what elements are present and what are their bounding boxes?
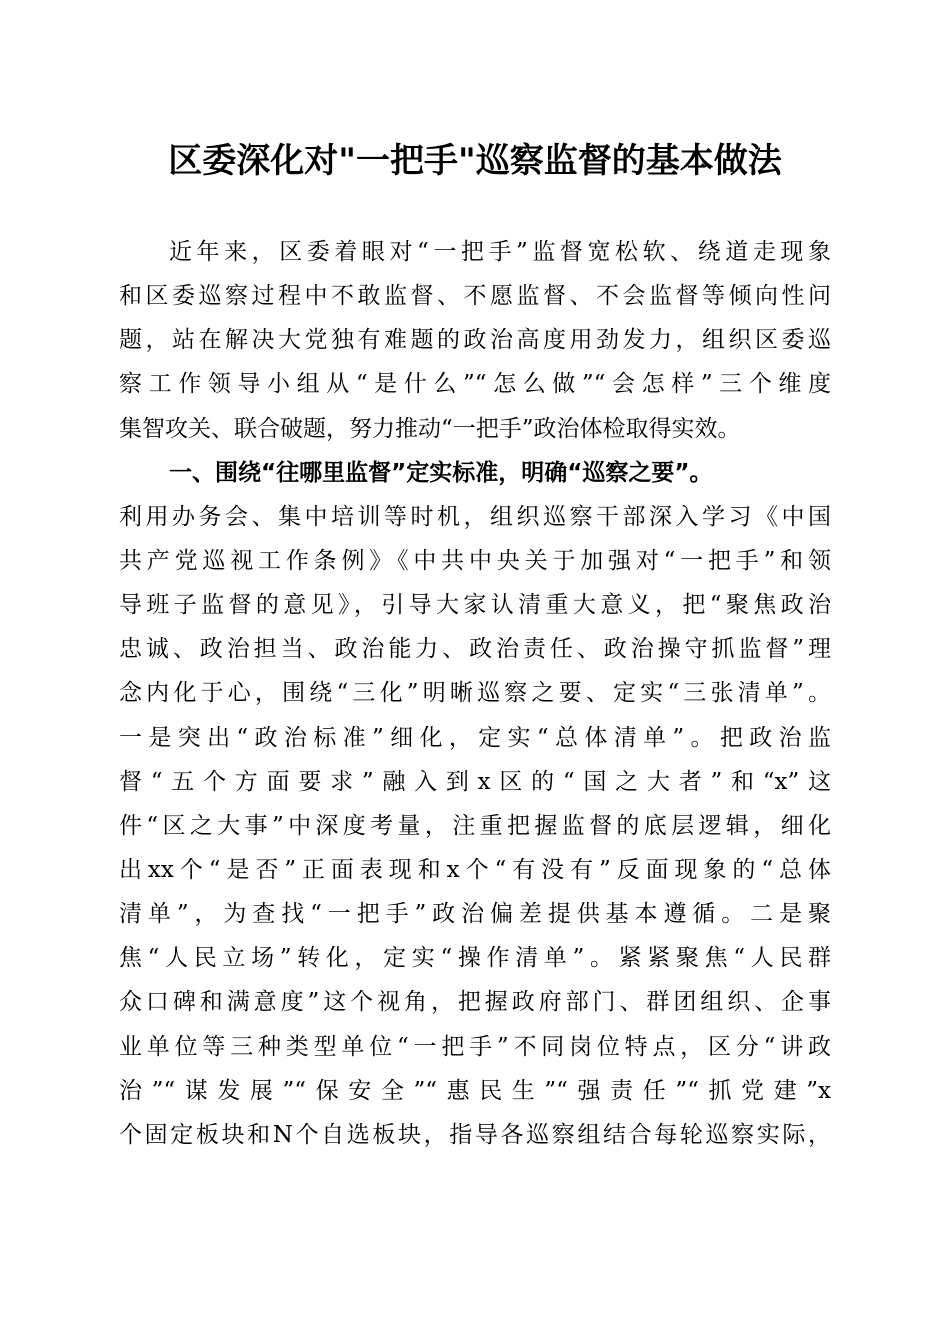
paragraph-line: 出xx个“是否”正面表现和x个“有没有”反面现象的“总体	[119, 856, 831, 883]
paragraph-line: 个固定板块和N个自选板块，指导各巡察组结合每轮巡察实际，	[119, 1121, 831, 1148]
paragraph-line: 导班子监督的意见》，引导大家认清重大意义，把“聚焦政治	[119, 592, 831, 619]
paragraph-line: 集智攻关、联合破题，努力推动“一把手”政治体检取得实效。	[119, 415, 741, 442]
paragraph-line: 清单”，为查找“一把手”政治偏差提供基本遵循。二是聚	[119, 901, 831, 928]
paragraph-line: 共产党巡视工作条例》《中共中央关于加强对“一把手”和领	[119, 547, 831, 574]
paragraph-line: 察工作领导小组从“是什么”“怎么做”“会怎样”三个维度	[119, 371, 831, 398]
paragraph-line: 忠诚、政治担当、政治能力、政治责任、政治操守抓监督”理	[119, 636, 831, 663]
paragraph-line: 件“区之大事”中深度考量，注重把握监督的底层逻辑，细化	[119, 812, 831, 839]
paragraph-line: 督“五个方面要求”融入到x区的“国之大者”和“x”这	[119, 768, 831, 795]
paragraph-line: 一是突出“政治标准”细化，定实“总体清单”。把政治监	[119, 724, 831, 751]
section-heading: 一、围绕“往哪里监督”定实标准，明确“巡察之要”。	[169, 459, 713, 486]
paragraph-line: 和区委巡察过程中不敢监督、不愿监督、不会监督等倾向性问	[119, 283, 831, 310]
document-body	[119, 230, 831, 1157]
paragraph-line: 业单位等三种类型单位“一把手”不同岗位特点，区分“讲政	[119, 1033, 831, 1060]
document-title: 区委深化对"一把手"巡察监督的基本做法	[168, 141, 782, 181]
paragraph-line: 念内化于心，围绕“三化”明晰巡察之要、定实“三张清单”。	[119, 680, 831, 707]
paragraph-line: 众口碑和满意度”这个视角，把握政府部门、群团组织、企事	[119, 989, 831, 1016]
paragraph-line: 焦“人民立场”转化，定实“操作清单”。紧紧聚焦“人民群	[119, 945, 831, 972]
paragraph-line: 利用办务会、集中培训等时机，组织巡察干部深入学习《中国	[119, 503, 831, 530]
paragraph-line: 近年来，区委着眼对“一把手”监督宽松软、绕道走现象	[169, 239, 831, 265]
paragraph-line: 治”“谋发展”“保安全”“惠民生”“强责任”“抓党建”x	[119, 1077, 831, 1104]
paragraph-line: 题，站在解决大党独有难题的政治高度用劲发力，组织区委巡	[119, 327, 831, 354]
